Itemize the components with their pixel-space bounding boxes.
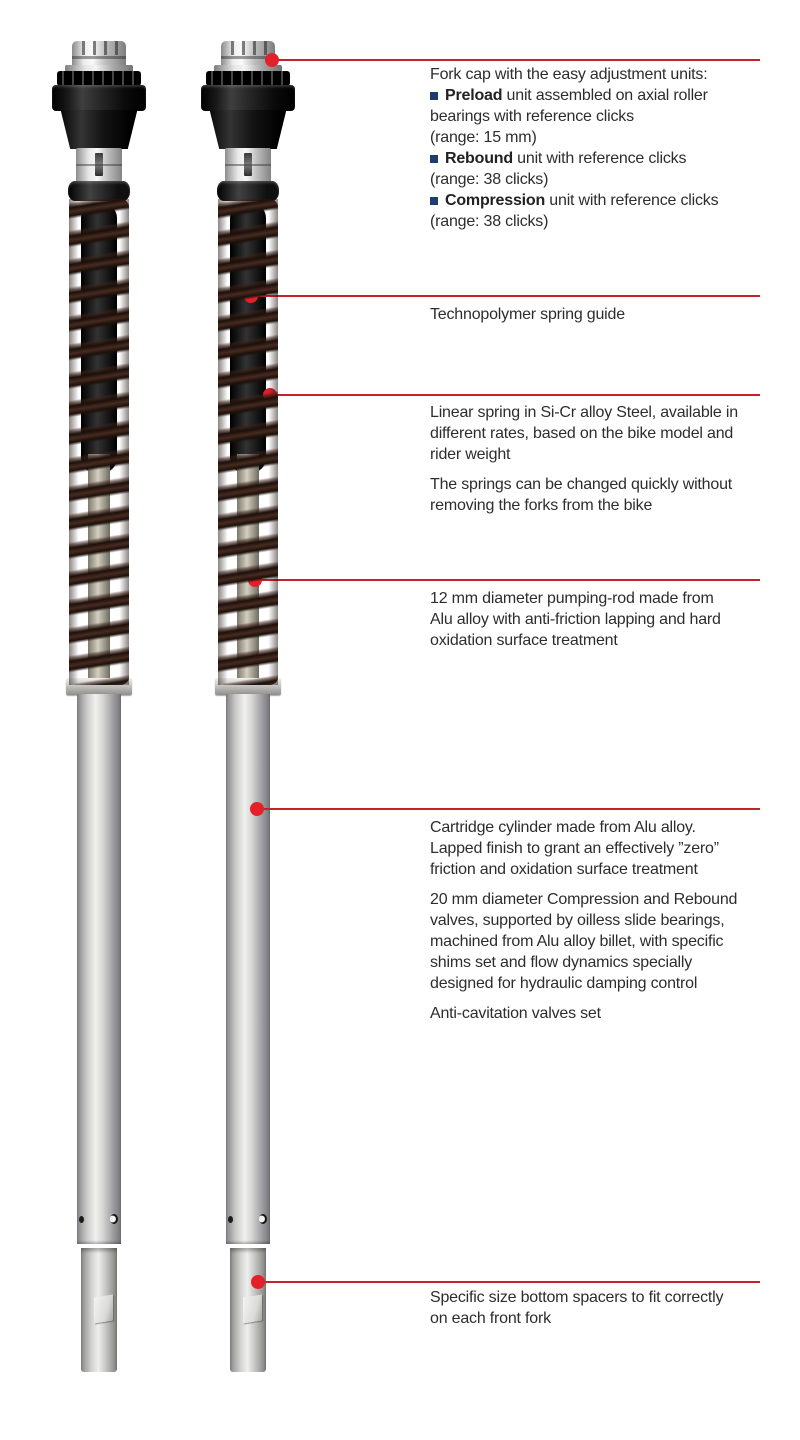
- leader-dot-cartridge-cylinder: [250, 802, 264, 816]
- callout-text: on each front fork: [430, 1310, 551, 1327]
- callout-text: bearings with reference clicks: [430, 108, 634, 125]
- callout-text: oxidation surface treatment: [430, 632, 618, 649]
- callout-text: unit with reference clicks: [545, 192, 719, 209]
- spacer-notch: [94, 1294, 113, 1323]
- callout-paragraph: [430, 474, 770, 516]
- callout-text: (range: 15 mm): [430, 129, 537, 146]
- leader-dot-bottom-spacer: [251, 1275, 265, 1289]
- fork-cap-ribbed-ring: [57, 71, 141, 86]
- callout-paragraph: [430, 1003, 770, 1024]
- cartridge-cylinder-tube: [226, 694, 270, 1244]
- leader-dot-fork-cap: [265, 53, 279, 67]
- tube-hole: [228, 1216, 233, 1223]
- leader-line-linear-spring: [270, 394, 760, 396]
- callout-text: Linear spring in Si-Cr alloy Steel, available in: [430, 404, 738, 421]
- callout-bold-text: Rebound: [445, 150, 513, 167]
- spring-guide-bar: [81, 203, 117, 473]
- callout-text: machined from Alu alloy billet, with specific: [430, 933, 724, 950]
- fork-cap-body: [201, 85, 295, 111]
- callout-bold-text: Compression: [445, 192, 546, 209]
- callout-text: (range: 38 clicks): [430, 213, 549, 230]
- callout-fork-cap: [430, 64, 770, 232]
- fork-cap-ribbed-ring: [206, 71, 290, 86]
- callout-text: unit assembled on axial roller: [502, 87, 708, 104]
- callout-pumping-rod: [430, 588, 770, 651]
- callout-text: Lapped finish to grant an effectively ”zero”: [430, 840, 719, 857]
- callout-paragraph: [430, 64, 770, 232]
- callout-cartridge-cylinder: [430, 817, 770, 1024]
- callout-text: The springs can be changed quickly without: [430, 476, 733, 493]
- fork-cap-taper: [59, 110, 139, 149]
- fork-cap-body: [52, 85, 146, 111]
- callout-text: designed for hydraulic damping control: [430, 975, 698, 992]
- callout-spring-guide: [430, 304, 770, 325]
- fork-cap-adjuster-icon: [72, 41, 126, 67]
- fork-black-ring: [68, 181, 130, 201]
- pumping-rod-bar: [237, 454, 259, 686]
- callout-text: 12 mm diameter pumping-rod made from: [430, 590, 714, 607]
- callout-paragraph: [430, 1287, 770, 1329]
- callout-paragraph: [430, 889, 770, 994]
- callout-text: unit with reference clicks: [512, 150, 687, 167]
- callout-paragraph: [430, 304, 770, 325]
- callout-text: (range: 38 clicks): [430, 171, 549, 188]
- callout-text: shims set and flow dynamics specially: [430, 954, 693, 971]
- callout-text: valves, supported by oilless slide bearings,: [430, 912, 725, 929]
- fork-spring: [218, 199, 278, 685]
- bottom-spacer-tube: [81, 1248, 117, 1372]
- callout-text: rider weight: [430, 446, 511, 463]
- leader-line-cartridge-cylinder: [257, 808, 760, 810]
- bullet-square-icon: [430, 92, 438, 100]
- fork-black-ring: [217, 181, 279, 201]
- bullet-square-icon: [430, 197, 438, 205]
- fork-cartridge-right: [200, 36, 296, 1376]
- fork-cartridge-left: [51, 36, 147, 1376]
- fork-collar: [76, 148, 122, 182]
- callout-paragraph: [430, 588, 770, 651]
- callout-text: Cartridge cylinder made from Alu alloy.: [430, 819, 696, 836]
- callout-paragraph: [430, 402, 770, 465]
- leader-line-bottom-spacer: [258, 1281, 760, 1283]
- fork-cap-taper: [208, 110, 288, 149]
- cartridge-cylinder-tube: [77, 694, 121, 1244]
- tube-hole-crescent: [110, 1214, 118, 1224]
- callout-paragraph: [430, 817, 770, 880]
- spring-guide-bar: [230, 203, 266, 473]
- tube-hole-crescent: [259, 1214, 267, 1224]
- callout-text: Anti-cavitation valves set: [430, 1005, 601, 1022]
- callout-text: friction and oxidation surface treatment: [430, 861, 698, 878]
- leader-line-fork-cap: [272, 59, 760, 61]
- callout-text: Alu alloy with anti-friction lapping and hard: [430, 611, 721, 628]
- callout-text: Technopolymer spring guide: [430, 306, 625, 323]
- leader-line-spring-guide: [251, 295, 760, 297]
- callout-linear-spring: [430, 402, 770, 516]
- bullet-square-icon: [430, 155, 438, 163]
- callout-text: Specific size bottom spacers to fit correctly: [430, 1289, 724, 1306]
- callout-text: removing the forks from the bike: [430, 497, 653, 514]
- callout-bold-text: Preload: [445, 87, 503, 104]
- bottom-spacer-tube: [230, 1248, 266, 1372]
- spacer-notch: [243, 1294, 262, 1323]
- leader-line-pumping-rod: [255, 579, 760, 581]
- fork-collar: [225, 148, 271, 182]
- pumping-rod-bar: [88, 454, 110, 686]
- callout-text: Fork cap with the easy adjustment units:: [430, 66, 708, 83]
- callout-text: different rates, based on the bike model and: [430, 425, 734, 442]
- fork-spring: [69, 199, 129, 685]
- callout-bottom-spacer: [430, 1287, 770, 1329]
- callout-text: 20 mm diameter Compression and Rebound: [430, 891, 738, 908]
- tube-hole: [79, 1216, 84, 1223]
